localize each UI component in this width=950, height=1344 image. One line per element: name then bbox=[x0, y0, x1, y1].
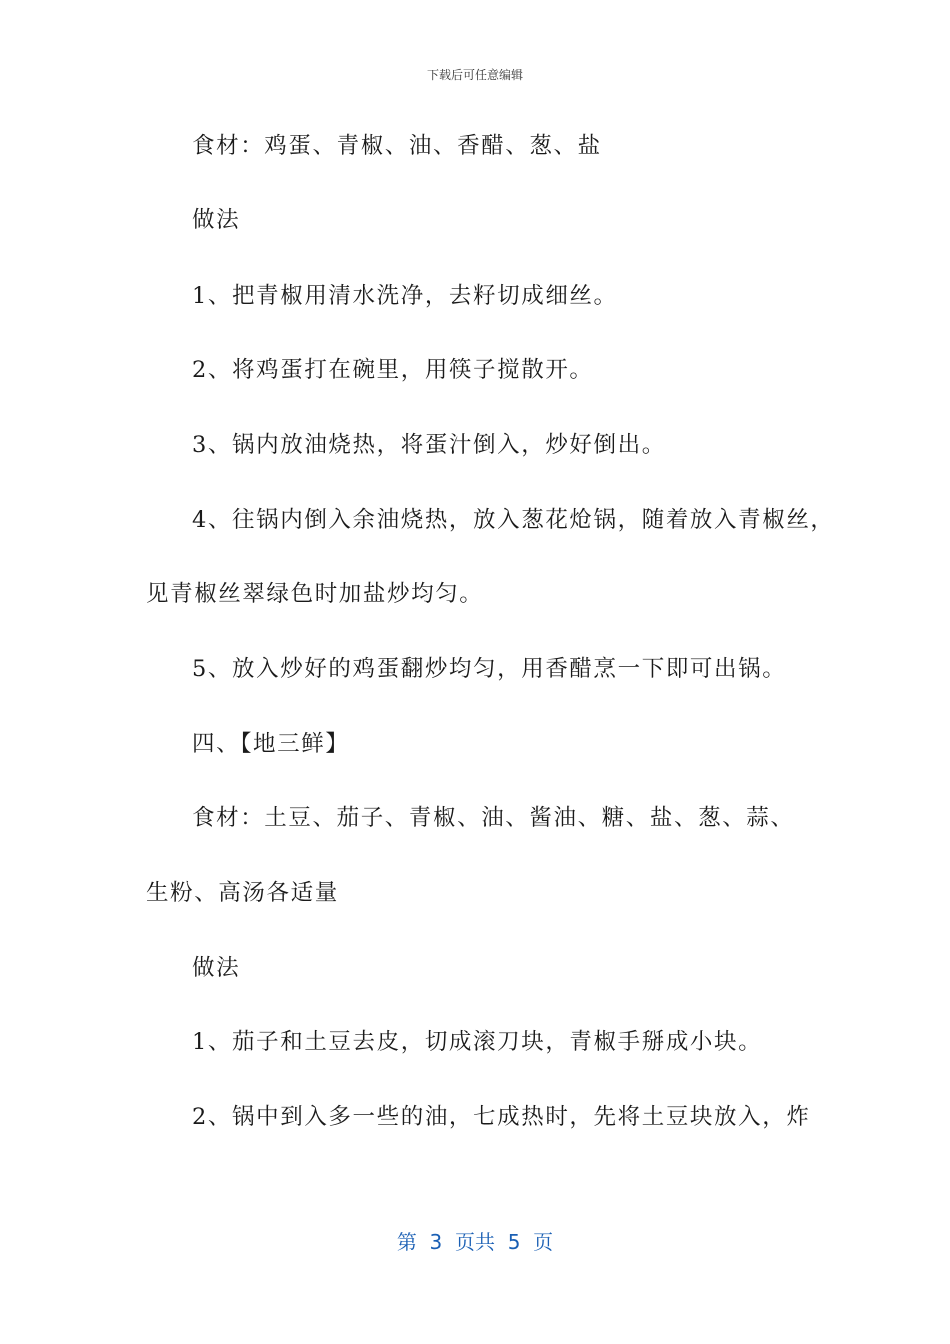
section-heading: 四、【地三鲜】 bbox=[192, 731, 350, 757]
step-line: 1、茄子和土豆去皮，切成滚刀块，青椒手掰成小块。 bbox=[192, 1029, 763, 1055]
step-line: 2、锅中到入多一些的油，七成热时，先将土豆块放入，炸 bbox=[192, 1104, 811, 1130]
method-heading: 做法 bbox=[192, 955, 241, 981]
page-number-footer: 第 3 页共 5 页 bbox=[396, 1230, 554, 1254]
step-line: 2、将鸡蛋打在碗里，用筷子搅散开。 bbox=[192, 357, 594, 383]
step-line: 3、锅内放油烧热，将蛋汁倒入，炒好倒出。 bbox=[192, 432, 666, 458]
page-header: 下载后可任意编辑 bbox=[426, 68, 523, 82]
ingredients-line: 食材：鸡蛋、青椒、油、香醋、葱、盐 bbox=[192, 133, 602, 159]
method-heading: 做法 bbox=[192, 207, 241, 233]
step-line: 5、放入炒好的鸡蛋翻炒均匀，用香醋烹一下即可出锅。 bbox=[192, 656, 787, 682]
step-line: 4、往锅内倒入余油烧热，放入葱花炝锅，随着放入青椒丝， bbox=[192, 507, 835, 533]
ingredients-line: 食材：土豆、茄子、青椒、油、酱油、糖、盐、葱、蒜、 bbox=[192, 805, 795, 831]
ingredients-continuation: 生粉、高汤各适量 bbox=[146, 880, 339, 906]
step-continuation: 见青椒丝翠绿色时加盐炒均匀。 bbox=[146, 581, 484, 607]
step-line: 1、把青椒用清水洗净，去籽切成细丝。 bbox=[192, 283, 618, 309]
